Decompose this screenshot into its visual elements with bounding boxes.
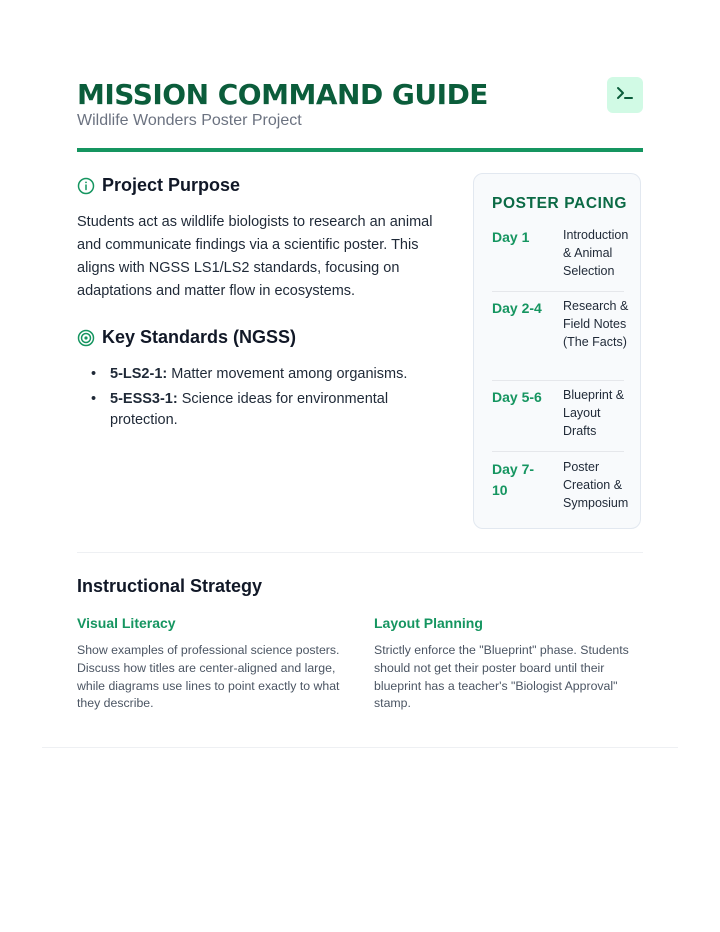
pacing-row	[492, 387, 624, 452]
purpose-heading	[77, 175, 240, 196]
pacing-desc: Poster Creation & Symposium	[563, 460, 629, 510]
standards-heading	[77, 327, 296, 348]
pacing-desc: Introduction & Animal Selection	[563, 228, 629, 278]
info-circle-icon	[77, 177, 95, 195]
terminal-button[interactable]	[607, 77, 643, 113]
target-icon	[77, 329, 95, 347]
pacing-day: Day 2-4	[492, 300, 542, 316]
terminal-icon	[616, 86, 634, 105]
standards-heading-text: Key Standards (NGSS)	[102, 327, 297, 347]
pacing-desc: Research & Field Notes (The Facts)	[563, 299, 629, 349]
pacing-day: Day 5-6	[492, 389, 542, 405]
pacing-row	[492, 298, 629, 381]
standard-code: 5-ESS3-1:	[110, 391, 178, 407]
pacing-title: POSTER PACING	[492, 195, 627, 212]
pacing-day: Day 7-10	[492, 461, 535, 498]
page-title: MISSION COMMAND GUIDE	[77, 78, 488, 111]
strategy-heading: Layout Planning	[374, 615, 483, 631]
pacing-desc: Blueprint & Layout Drafts	[563, 388, 625, 438]
pacing-day: Day 1	[492, 229, 530, 245]
strategy-text: Show examples of professional science posters. Discuss how titles are center-aligned and large, while diagrams use lines to point exactly to what they describe.	[77, 643, 340, 711]
footer-divider	[42, 747, 678, 748]
strategy-text: Strictly enforce the "Blueprint" phase. Students should not get their poster board until their blueprint has a teacher's "Biologist Approval" stamp.	[374, 643, 629, 711]
strategy-column-layout-planning	[374, 614, 636, 713]
section-divider	[77, 552, 643, 553]
pacing-row	[492, 459, 629, 519]
standard-text: Matter movement among organisms.	[167, 366, 408, 382]
purpose-heading-text: Project Purpose	[102, 175, 241, 195]
strategy-column-visual-literacy	[77, 614, 347, 713]
standard-code: 5-LS2-1:	[110, 366, 168, 382]
list-item: • 5-ESS3-1: Science ideas for environmental protection.	[91, 391, 389, 428]
header	[77, 76, 643, 154]
list-item: • 5-LS2-1: Matter movement among organisms.	[91, 366, 408, 382]
purpose-text: Students act as wildlife biologists to research an animal and communicate findings via a scientific poster. This aligns with NGSS LS1/LS2 standards, focusing on adaptations and matter flow in ecosystems.	[77, 214, 433, 299]
standards-list	[91, 364, 421, 435]
header-rule	[77, 148, 643, 152]
strategy-title: Instructional Strategy	[77, 576, 263, 596]
strategy-heading: Visual Literacy	[77, 615, 176, 631]
standard-text: Science ideas for environmental protection.	[110, 391, 389, 428]
pacing-row	[492, 227, 629, 292]
page-subtitle: Wildlife Wonders Poster Project	[77, 112, 302, 129]
pacing-card	[473, 173, 641, 529]
